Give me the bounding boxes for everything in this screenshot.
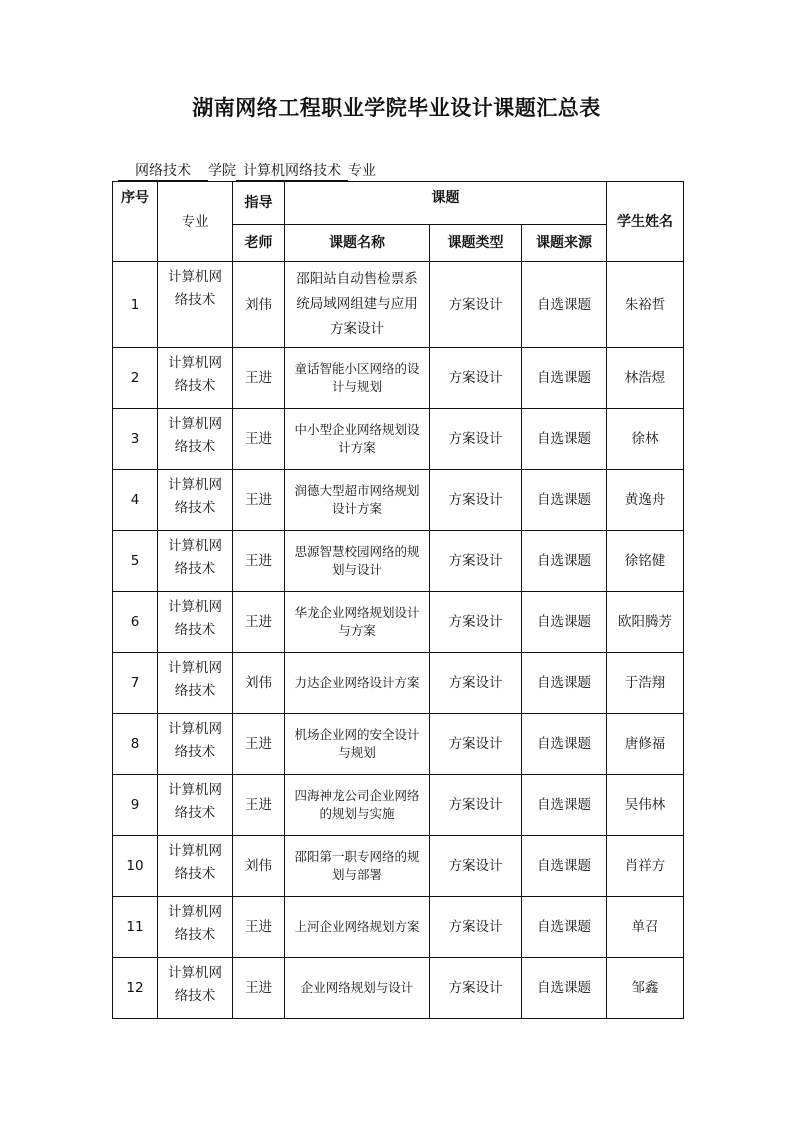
row-source: 自选课题 — [522, 348, 607, 409]
row-major — [158, 470, 233, 531]
topics-table — [112, 181, 684, 1019]
row-no: 4 — [113, 470, 158, 531]
row-major — [158, 653, 233, 714]
row-major-line1: 计算机网 — [168, 965, 222, 981]
row-student: 肖祥方 — [607, 836, 684, 897]
row-source: 自选课题 — [522, 775, 607, 836]
row-no: 8 — [113, 714, 158, 775]
table-row — [113, 531, 684, 592]
row-no: 5 — [113, 531, 158, 592]
row-teacher: 王进 — [233, 958, 285, 1019]
row-topic: 力达企业网络设计方案 — [285, 653, 430, 714]
row-student: 黄逸舟 — [607, 470, 684, 531]
row-student: 欧阳腾芳 — [607, 592, 684, 653]
row-type: 方案设计 — [430, 262, 522, 348]
row-student: 林浩煜 — [607, 348, 684, 409]
row-major-line2: 络技术 — [174, 988, 216, 1004]
row-student: 邹鑫 — [607, 958, 684, 1019]
row-topic: 企业网络规划与设计 — [285, 958, 430, 1019]
row-major — [158, 592, 233, 653]
row-topic: 邵阳站自动售检票系统局域网组建与应用方案设计 — [285, 262, 430, 348]
row-topic: 邵阳第一职专网络的规划与部署 — [285, 836, 430, 897]
row-major-line1: 计算机网 — [168, 782, 222, 798]
row-student: 单召 — [607, 897, 684, 958]
row-teacher: 刘伟 — [233, 836, 285, 897]
row-source: 自选课题 — [522, 714, 607, 775]
row-source: 自选课题 — [522, 262, 607, 348]
row-type: 方案设计 — [430, 409, 522, 470]
row-source: 自选课题 — [522, 470, 607, 531]
row-student: 唐修福 — [607, 714, 684, 775]
row-type: 方案设计 — [430, 348, 522, 409]
row-teacher: 刘伟 — [233, 262, 285, 348]
row-teacher: 王进 — [233, 897, 285, 958]
row-no: 3 — [113, 409, 158, 470]
row-type: 方案设计 — [430, 470, 522, 531]
header-topic-source: 课题来源 — [522, 225, 607, 262]
row-source: 自选课题 — [522, 897, 607, 958]
row-major-line1: 计算机网 — [168, 660, 222, 676]
row-major — [158, 348, 233, 409]
college-value: 网络技术 — [118, 163, 208, 181]
row-major — [158, 531, 233, 592]
row-major-line1: 计算机网 — [168, 416, 222, 432]
row-no: 1 — [113, 262, 158, 348]
row-no: 12 — [113, 958, 158, 1019]
row-major-line2: 络技术 — [174, 622, 216, 638]
row-major-line2: 络技术 — [174, 866, 216, 882]
row-major-line1: 计算机网 — [168, 843, 222, 859]
row-topic: 四海神龙公司企业网络的规划与实施 — [285, 775, 430, 836]
row-topic: 思源智慧校园网络的规划与设计 — [285, 531, 430, 592]
row-topic: 润德大型超市网络规划设计方案 — [285, 470, 430, 531]
row-major — [158, 409, 233, 470]
major-suffix: 专业 — [348, 163, 376, 179]
row-teacher: 王进 — [233, 409, 285, 470]
row-major-line2: 络技术 — [174, 683, 216, 699]
table-row — [113, 592, 684, 653]
row-major — [158, 714, 233, 775]
row-student: 朱裕哲 — [607, 262, 684, 348]
table-row — [113, 409, 684, 470]
row-no: 11 — [113, 897, 158, 958]
row-teacher: 王进 — [233, 470, 285, 531]
row-teacher: 王进 — [233, 348, 285, 409]
row-major-line1: 计算机网 — [168, 599, 222, 615]
row-teacher: 王进 — [233, 775, 285, 836]
row-topic: 上河企业网络规划方案 — [285, 897, 430, 958]
header-topic-name: 课题名称 — [285, 225, 430, 262]
row-teacher: 王进 — [233, 592, 285, 653]
row-source: 自选课题 — [522, 409, 607, 470]
row-no: 7 — [113, 653, 158, 714]
row-major-line2: 络技术 — [174, 927, 216, 943]
row-major-line1: 计算机网 — [168, 721, 222, 737]
table-row — [113, 470, 684, 531]
row-teacher: 王进 — [233, 714, 285, 775]
row-type: 方案设计 — [430, 958, 522, 1019]
row-major-line2: 络技术 — [174, 500, 216, 516]
major-value: 计算机网络技术 — [236, 163, 348, 181]
row-topic: 机场企业网的安全设计与规划 — [285, 714, 430, 775]
row-major — [158, 775, 233, 836]
row-major — [158, 958, 233, 1019]
row-topic: 中小型企业网络规划设计方案 — [285, 409, 430, 470]
table-row — [113, 958, 684, 1019]
college-major-line — [118, 160, 376, 181]
row-type: 方案设计 — [430, 836, 522, 897]
row-type: 方案设计 — [430, 531, 522, 592]
table-row — [113, 897, 684, 958]
table-row — [113, 714, 684, 775]
row-no: 2 — [113, 348, 158, 409]
header-teacher-line2: 老师 — [233, 225, 285, 262]
row-major-line2: 络技术 — [174, 805, 216, 821]
row-major-line2: 络技术 — [174, 292, 216, 308]
row-major-line2: 络技术 — [174, 744, 216, 760]
row-source: 自选课题 — [522, 531, 607, 592]
row-major-line1: 计算机网 — [168, 477, 222, 493]
row-type: 方案设计 — [430, 592, 522, 653]
row-source: 自选课题 — [522, 958, 607, 1019]
header-student: 学生姓名 — [607, 182, 684, 262]
row-student: 徐铭健 — [607, 531, 684, 592]
row-major-line1: 计算机网 — [168, 355, 222, 371]
row-teacher: 王进 — [233, 531, 285, 592]
row-teacher: 刘伟 — [233, 653, 285, 714]
row-no: 10 — [113, 836, 158, 897]
row-major-line2: 络技术 — [174, 378, 216, 394]
page-title: 湖南网络工程职业学院毕业设计课题汇总表 — [192, 96, 601, 120]
row-major — [158, 262, 233, 348]
row-major-line2: 络技术 — [174, 561, 216, 577]
header-topic-type: 课题类型 — [430, 225, 522, 262]
row-type: 方案设计 — [430, 653, 522, 714]
row-student: 徐林 — [607, 409, 684, 470]
row-topic: 华龙企业网络规划设计与方案 — [285, 592, 430, 653]
header-no: 序号 — [113, 182, 158, 262]
header-major: 专业 — [158, 182, 233, 262]
row-type: 方案设计 — [430, 714, 522, 775]
row-major-line2: 络技术 — [174, 439, 216, 455]
row-no: 9 — [113, 775, 158, 836]
header-topic-group: 课题 — [285, 182, 607, 225]
row-source: 自选课题 — [522, 653, 607, 714]
header-teacher-line1: 指导 — [233, 182, 285, 225]
row-major-line1: 计算机网 — [168, 538, 222, 554]
row-major-line1: 计算机网 — [168, 904, 222, 920]
row-student: 吴伟林 — [607, 775, 684, 836]
row-source: 自选课题 — [522, 592, 607, 653]
row-student: 于浩翔 — [607, 653, 684, 714]
row-major — [158, 836, 233, 897]
row-major-line1: 计算机网 — [168, 269, 222, 285]
row-type: 方案设计 — [430, 775, 522, 836]
college-suffix: 学院 — [208, 163, 236, 179]
row-no: 6 — [113, 592, 158, 653]
row-source: 自选课题 — [522, 836, 607, 897]
row-topic: 童话智能小区网络的设计与规划 — [285, 348, 430, 409]
table-row — [113, 348, 684, 409]
table-row — [113, 836, 684, 897]
row-type: 方案设计 — [430, 897, 522, 958]
table-row — [113, 775, 684, 836]
table-row — [113, 262, 684, 348]
row-major — [158, 897, 233, 958]
table-row — [113, 653, 684, 714]
